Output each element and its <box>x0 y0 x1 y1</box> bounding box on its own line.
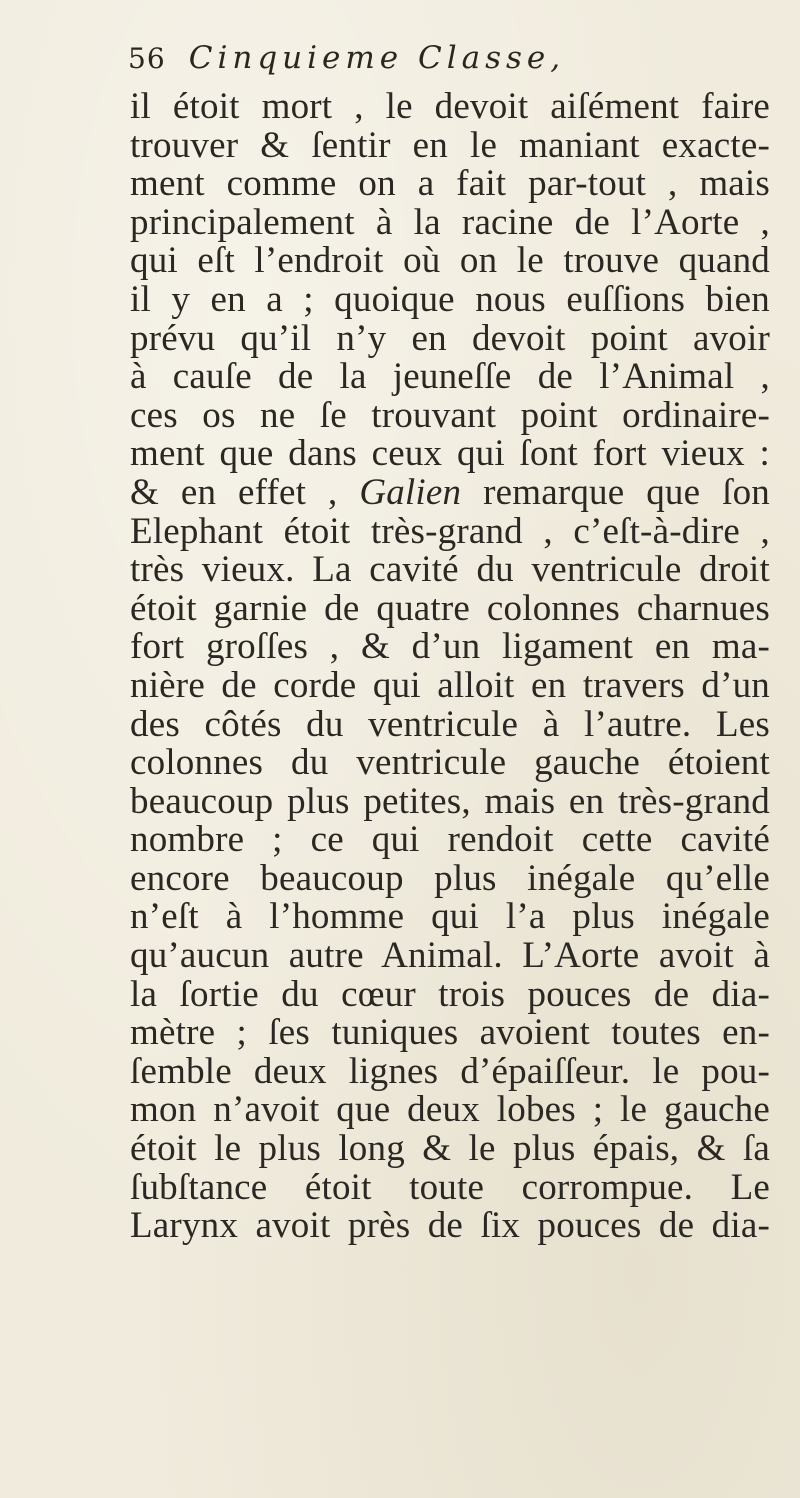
text-line: Larynx avoit près de ſix pouces de dia- <box>130 1205 770 1247</box>
line-before-italic: & en effet , <box>130 471 360 513</box>
text-line: n’eſt à l’homme qui l’a plus inégale <box>130 896 770 938</box>
page-header <box>128 40 565 92</box>
italic-name-galien: Galien <box>359 471 462 513</box>
text-line: des côtés du ventricule à l’autre. Les <box>130 703 770 745</box>
text-line: encore beaucoup plus inégale qu’elle <box>130 857 770 899</box>
text-line: qu’aucun autre Animal. L’Aorte avoit à <box>130 935 770 977</box>
text-line: ſubſtance étoit toute corrompue. Le <box>130 1166 770 1208</box>
running-title: Cinquieme Classe, <box>188 40 566 76</box>
text-line: à cauſe de la jeuneſſe de l’Animal , <box>130 356 770 398</box>
body-text <box>130 88 770 1246</box>
text-line: étoit garnie de quatre colonnes charnues <box>130 587 770 629</box>
text-line: très vieux. La cavité du ventricule droit <box>130 549 770 591</box>
text-line: mon n’avoit que deux lobes ; le gauche <box>130 1089 770 1131</box>
page-number: 56 <box>128 42 166 75</box>
text-line: principalement à la racine de l’Aorte , <box>130 201 770 243</box>
text-line: la ſortie du cœur trois pouces de dia- <box>130 973 770 1015</box>
text-line: prévu qu’il n’y en devoit point avoir <box>130 317 770 359</box>
text-line: ment comme on a fait par-tout , mais <box>130 163 770 205</box>
text-line: ſemble deux lignes d’épaiſſeur. le pou- <box>130 1050 770 1092</box>
text-line: nière de corde qui alloit en travers d’un <box>130 664 770 706</box>
text-line: qui eſt l’endroit où on le trouve quand <box>130 240 770 282</box>
text-line: il y en a ; quoique nous euſſions bien <box>130 278 770 320</box>
text-line: trouver & ſentir en le maniant exacte- <box>130 124 770 166</box>
line-after-italic: remarque que ſon <box>461 471 770 513</box>
text-line: étoit le plus long & le plus épais, & ſa <box>130 1128 770 1170</box>
text-line: beaucoup plus petites, mais en très-grand <box>130 780 770 822</box>
text-line: fort groſſes , & d’un ligament en ma- <box>130 626 770 668</box>
text-line: Elephant étoit très-grand , c’eſt-à-dire , <box>130 510 770 552</box>
text-line: mètre ; ſes tuniques avoient toutes en- <box>130 1012 770 1054</box>
text-line: nombre ; ce qui rendoit cette cavité <box>130 819 770 861</box>
text-line: ces os ne ſe trouvant point ordinaire- <box>130 394 770 436</box>
text-line: ment que dans ceux qui ſont fort vieux : <box>130 433 770 475</box>
text-line-with-italic <box>130 471 770 513</box>
text-line: il étoit mort , le devoit aiſément faire <box>130 86 770 127</box>
text-line: colonnes du ventricule gauche étoient <box>130 742 770 784</box>
